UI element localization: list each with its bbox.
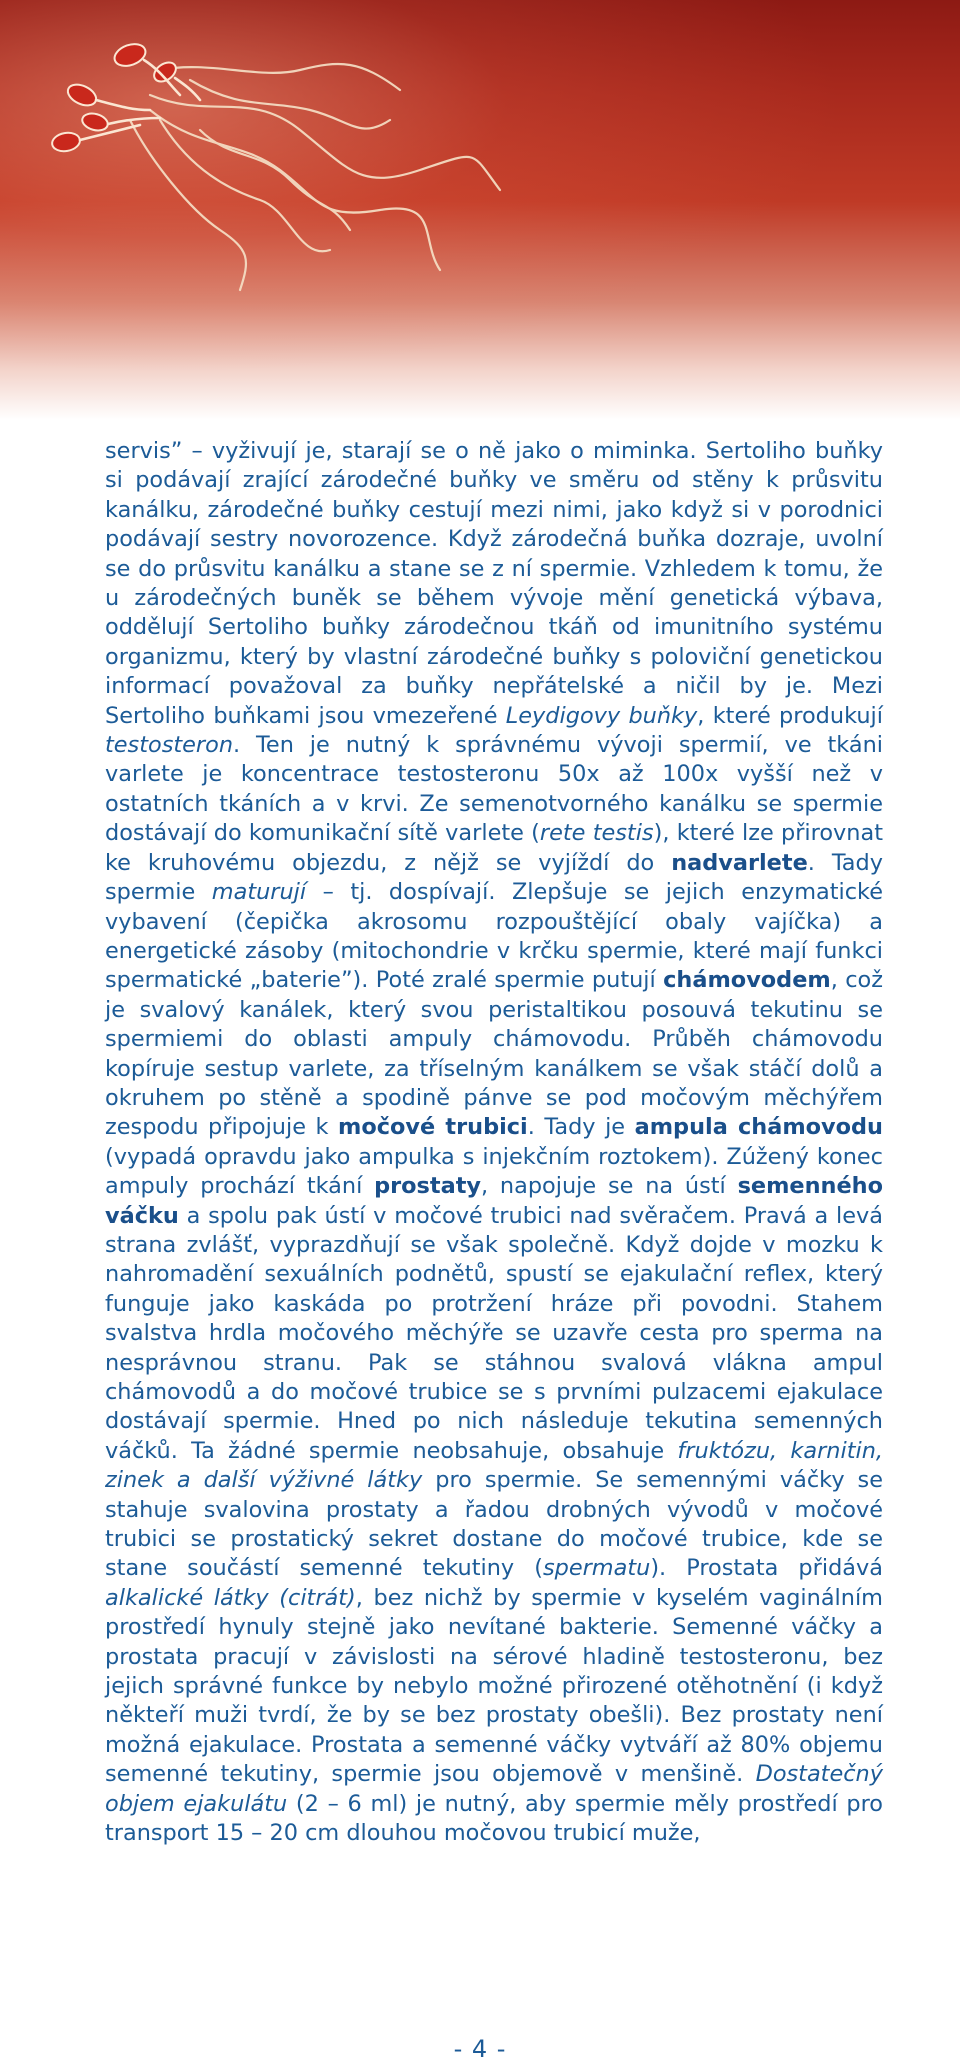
text-run: pro spermie. Se semennými váčky se stahuje svalovina prostaty a řadou drobných vývodů v močové trubici se prostatický sekret dostane do močové trubice, kde se stane součástí semenné tekutiny ( (105, 1467, 883, 1582)
text-run: . Ten je nutný k správnému vývoji spermií, ve tkáni varlete je koncentrace testosteronu 50x až 100x vyšší než v ostatních tkáních a v krvi. Ze semenotvorného kanálku se spermie dostávají do komunikační sítě varlete ( (105, 732, 883, 847)
text-run: servis” – vyživují je, starají se o ně jako o miminka. Sertoliho buňky si podávají zrající zárodečné buňky ve směru od stěny k průsvitu kanálku, zárodečné buňky cestují mezi nimi, jako když si v porodnici podávají sestry novorozence. Když zárodečná buňka dozraje, uvolní se do průsvitu kanálku a stane se z ní spermie. Vzhledem k tomu, že u zárodečných buněk se během vývoje mění genetická výbava, oddělují Sertoliho buňky zárodečnou tkáň od imunitního systému organizmu, který by vlastní zárodečné buňky s poloviční genetickou informací považoval za buňky nepřátelské a ničil by je. Mezi Sertoliho buňkami jsou vmezeřené (105, 438, 883, 729)
bold-term: chámovodem (663, 967, 831, 994)
text-run: (2 – 6 ml) je nutný, aby spermie měly prostředí pro transport 15 – 20 cm dlouhou močovou trubicí muže, (105, 1790, 883, 1847)
bold-term: močové trubici (338, 1114, 528, 1141)
sperm-cells-illustration (0, 0, 960, 420)
bold-term: semenného váčku (105, 1173, 883, 1229)
page-number: - 4 - (453, 2035, 507, 2063)
text-run: . Tady spermie (105, 849, 883, 906)
italic-term: alkalické látky (citrát) (105, 1584, 356, 1611)
text-run: ), které lze přirovnat ke kruhovému objezdu, z nějž se vyjíždí do (105, 820, 883, 876)
italic-term: Leydigovy buňky (505, 702, 698, 729)
text-run: . Tady je (527, 1114, 635, 1141)
text-run: , což je svalový kanálek, který svou peristaltikou posouvá tekutinu se spermiemi do oblasti ampuly chámovodu. Průběh chámovodu kopíruje sestup varlete, za tříselným kanálkem se však stáčí dolů a okruhem po stěně a spodině pánve se pod močovým měchýřem zespodu připojuje k (105, 967, 884, 1141)
text-run: , které produkují (697, 702, 883, 729)
text-run: , napojuje se na ústí (481, 1173, 738, 1200)
italic-term: maturují (211, 879, 307, 906)
article-body (105, 437, 883, 1849)
italic-term: Dostatečný objem ejakulátu (105, 1761, 883, 1817)
text-run: (vypadá opravdu jako ampulka s injekčním roztokem). Zúžený konec ampuly prochází tkání (105, 1143, 883, 1200)
italic-term: rete testis (539, 820, 654, 847)
bold-term: ampula chámovodu (634, 1114, 883, 1141)
article-paragraph (105, 437, 883, 1849)
text-run: ). Prostata přidává (650, 1555, 883, 1582)
sperm-heads (51, 40, 180, 153)
text-run: a spolu pak ústí v močové trubici nad svěračem. Pravá a levá strana zvlášť, vyprazdňují se však společně. Když dojde v mozku k nahromadění sexuálních podnětů, spustí se ejakulační reflex, který funguje jako kaskáda po protržení hráze při povodni. Stahem svalstva hrdla močového měchýře se uzavře cesta pro sperma na nesprávnou stranu. Pak se stáhnou svalová vlákna ampul chámovodů a do močové trubice se s prvními pulzacemi ejakulace dostávají spermie. Hned po nich následuje tekutina semenných váčků. Ta žádné spermie neobsahuje, obsahuje (105, 1202, 883, 1464)
italic-term: fruktózu, karnitin, zinek a další výživné látky (105, 1437, 884, 1494)
text-run: – tj. dospívají. Zlepšuje se jejich enzymatické vybavení (čepička akrosomu rozpouštějící obaly vajíčka) a energetické zásoby (mitochondrie v krčku spermie, které mají funkci spermatické „baterie”). Poté zralé spermie putují (105, 879, 884, 994)
italic-term: spermatu (542, 1555, 651, 1582)
header-banner-image (0, 0, 960, 420)
text-run: , bez nichž by spermie v kyselém vaginálním prostředí hynuly stejně jako nevítané bakterie. Semenné váčky a prostata pracují v závislosti na sérové hladině testosteronu, bez jejich správné funkce by nebylo možné přirozené otěhotnění (i když někteří muži tvrdí, že by se bez prostaty obešli). Bez prostaty není možná ejakulace. Prostata a semenné váčky vytváří až 80% objemu semenné tekutiny, spermie jsou objemově v menšině. (105, 1584, 883, 1788)
italic-term: testosteron (105, 732, 234, 759)
bold-term: prostaty (374, 1173, 482, 1200)
bold-term: nadvarlete (671, 849, 808, 876)
